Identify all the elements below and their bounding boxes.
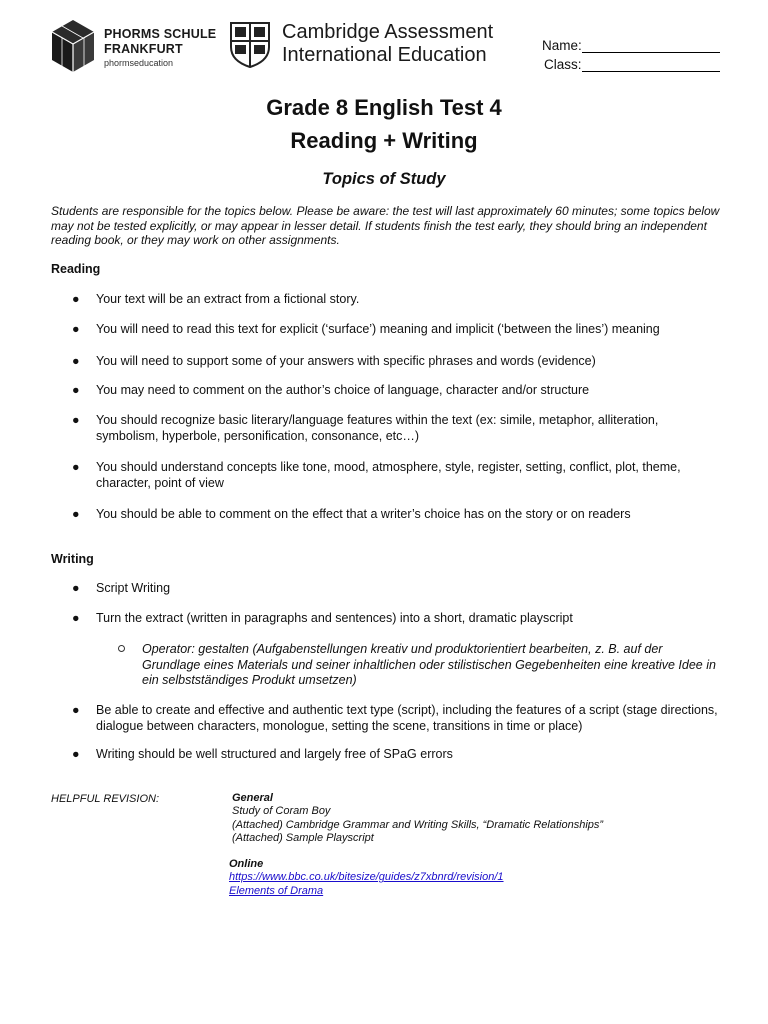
page-title-line2: Reading + Writing xyxy=(290,128,478,153)
bullet-icon: ● xyxy=(72,413,80,427)
list-item-text: Your text will be an extract from a fictional story. xyxy=(96,292,360,306)
list-item-text: Writing should be well structured and largely free of SPaG errors xyxy=(96,747,453,761)
name-line[interactable] xyxy=(582,39,720,53)
phorms-name-line1: PHORMS SCHULE xyxy=(104,27,217,41)
list-item-text: You will need to read this text for explicit (‘surface’) meaning and implicit (‘between the lines’) meaning xyxy=(96,322,660,336)
list-item-text: Turn the extract (written in paragraphs and sentences) into a short, dramatic playscript xyxy=(96,611,573,625)
bullet-icon: ● xyxy=(72,354,80,368)
list-item-text: You will need to support some of your answers with specific phrases and words (evidence) xyxy=(96,354,596,368)
list-item-text: Be able to create and effective and authentic text type (script), including the features of a script (stage directions, dialogue between characters, monologue, setting the scene, transitions in time or place) xyxy=(96,703,718,733)
bullet-icon: ● xyxy=(72,383,80,397)
class-label: Class: xyxy=(544,57,582,72)
circle-bullet-icon xyxy=(118,645,125,652)
phorms-name-line2: FRANKFURT xyxy=(104,42,183,56)
sub-list-item-text: Operator: gestalten (Aufgabenstellungen kreativ und produktorientiert bearbeiten, z. B. auf der Grundlage eines Materials und seiner inhaltlichen oder stilistischen Gegebenheiten eine kreative Idee in ein selbstständiges Produkt umsetzen) xyxy=(142,642,716,687)
page-title: Grade 8 English Test 4 xyxy=(266,95,502,120)
list-item-text: You may need to comment on the author’s choice of language, character and/or structure xyxy=(96,383,590,397)
general-heading: General xyxy=(232,792,273,804)
bullet-icon: ● xyxy=(72,507,80,521)
bullet-icon: ● xyxy=(72,703,80,717)
elements-of-drama-link[interactable]: Elements of Drama xyxy=(229,884,324,897)
bullet-icon: ● xyxy=(72,747,80,761)
class-line[interactable] xyxy=(582,58,720,72)
cambridge-shield-icon xyxy=(229,21,271,69)
list-item-text: Script Writing xyxy=(96,581,171,595)
list-item-text: You should be able to comment on the effect that a writer’s choice has on the story or on readers xyxy=(96,507,631,521)
phorms-logo xyxy=(50,18,220,78)
revision-general xyxy=(232,792,603,845)
revision-online xyxy=(229,858,504,898)
phorms-sub: phormseducation xyxy=(104,58,174,68)
cambridge-logo xyxy=(229,21,499,73)
general-item: (Attached) Sample Playscript xyxy=(232,831,374,844)
phorms-cube-icon xyxy=(50,18,96,74)
name-field[interactable] xyxy=(542,38,720,53)
online-heading: Online xyxy=(229,858,264,870)
page-subtitle: Topics of Study xyxy=(322,170,446,188)
bullet-icon: ● xyxy=(72,581,80,595)
bullet-icon: ● xyxy=(72,292,80,306)
name-label: Name: xyxy=(542,38,582,53)
bullet-icon: ● xyxy=(72,611,80,625)
bullet-icon: ● xyxy=(72,460,80,474)
revision-label: HELPFUL REVISION: xyxy=(51,793,159,805)
cambridge-line1: Cambridge Assessment xyxy=(282,21,494,43)
class-field[interactable] xyxy=(544,57,720,72)
cambridge-line2: International Education xyxy=(282,44,487,66)
writing-heading: Writing xyxy=(51,552,94,566)
list-item-text: You should recognize basic literary/language features within the text (ex: simile, metaphor, alliteration, symbolism, hyperbole, personification, consonance, etc…) xyxy=(96,413,659,443)
reading-heading: Reading xyxy=(51,262,101,276)
bbc-bitesize-link[interactable]: https://www.bbc.co.uk/bitesize/guides/z7xbnrd/revision/1 xyxy=(229,871,504,884)
bullet-icon: ● xyxy=(72,322,80,336)
list-item-text: You should understand concepts like tone, mood, atmosphere, style, register, setting, conflict, plot, theme, character, point of view xyxy=(96,460,681,490)
general-item: Study of Coram Boy xyxy=(232,805,331,818)
intro-paragraph: Students are responsible for the topics below. Please be aware: the test will last approximately 60 minutes; some topics below may not be tested explicitly, or may appear in lesser detail. If students finish the test early, they should bring an independent reading book, or they may work on other assignments. xyxy=(51,204,720,248)
general-item: (Attached) Cambridge Grammar and Writing Skills, “Dramatic Relationships” xyxy=(232,818,604,831)
phorms-name xyxy=(104,27,216,57)
